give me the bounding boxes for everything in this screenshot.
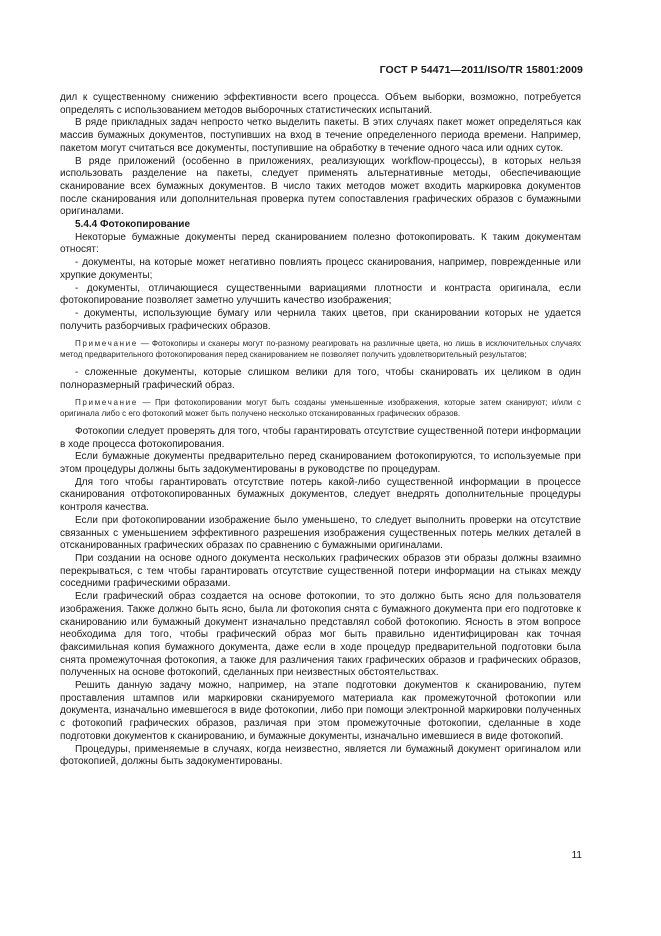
note-colors	[60, 339, 581, 361]
paragraph-unknown-origin: Процедуры, применяемые в случаях, когда неизвестно, является ли бумажный документ оригиналом или фотокопией, должны быть задокументированы.	[60, 743, 581, 768]
list-item: - документы, использующие бумагу или чернила таких цветов, при сканировании которых не удается получить разборчивых графических образов.	[60, 307, 581, 332]
paragraph-document-procedures: Если бумажные документы предварительно перед сканированием фотокопируются, то используемые при этом процедуры должны быть задокументированы в руководстве по процедурам.	[60, 451, 581, 476]
paragraph-continuation: дил к существенному снижению эффективности всего процесса. Объем выборки, возможно, потребуется определять с использованием методов выборочных статистических испытаний.	[60, 92, 581, 116]
note-text: — Фотокопиры и сканеры могут по-разному реагировать на различные цвета, но лишь в исключительных случаях метод предварительного фотокопирования перед сканированием не позволяет получить удовлетворительный результатов;	[60, 339, 582, 360]
paragraph-overlap: При создании на основе одного документа нескольких графических образов эти образы должны взаимно перекрываться, с тем чтобы гарантировать отсутствие существенной потери информации на стыках между соседними графическими образами.	[60, 552, 581, 590]
standard-code-header: ГОСТ Р 54471—2011/ISO/TR 15801:2009	[379, 64, 583, 76]
page-content	[60, 92, 581, 769]
note-label: Примечание	[75, 339, 138, 349]
list-item: - документы, на которые может негативно повлиять процесс сканирования, например, поврежденные или хрупкие документы;	[60, 257, 581, 281]
paragraph-reduced-resolution: Если при фотокопировании изображение было уменьшено, то следует выполнить проверки на отсутствие связанных с уменьшением эффективного разрешения изображения существенных потерь мелких деталей в отсканированных графических образах по сравнению с бумажными оригиналами.	[60, 514, 581, 552]
list-item: - сложенные документы, которые слишком велики для того, чтобы сканировать их целиком в один полноразмерный графический образ.	[60, 366, 581, 391]
page-number: 11	[571, 850, 582, 861]
paragraph-quality-control: Для того чтобы гарантировать отсутствие потерь какой-либо существенной информации в процессе сканирования отфотокопированных бумажных документов, следует внедрять дополнительные процедуры контроля качества.	[60, 476, 581, 514]
paragraph-photocopy-identification: Если графический образ создается на основе фотокопии, то это должно быть ясно для пользователя изображения. Также должно быть ясно, была ли фотокопия снята с бумажного документа при его подготовке к сканированию или бумажный документ изначально представлял собой фотокопию. Ясность в этом вопросе необходима для того, чтобы графический образ мог быть правильно идентифицирован как точная факсимильная копия бумажного документа, даже если в ходе процедур предварительной подготовки была снята промежуточная фотокопия, а также для различения таких графических образов и графических образов, полученных на основе фотокопий, сделанных при неизвестных обстоятельствах.	[60, 591, 581, 679]
note-text: — При фотокопировании могут быть созданы уменьшенные изображения, которые затем сканируют; и/или с оригинала либо с его фотокопий может быть получено несколько отсканированных графических образов.	[60, 398, 582, 419]
paragraph-workflow: В ряде приложений (особенно в приложениях, реализующих workflow-процессы), в которых нельзя использовать разделение на пакеты, следует применять альтернативные методы, обеспечивающие сканирование всех бумажных документов. В число таких методов может входить маркировка документов после сканирования или дополнительная проверка путем сопоставления графических образов с бумажными оригиналами.	[60, 155, 581, 218]
list-item: - документы, отличающиеся существенными вариациями плотности и контраста оригинала, если фотокопирование позволяет заметно улучшить качество изображения;	[60, 282, 581, 307]
note-label: Примечание	[75, 398, 138, 408]
paragraph-marking: Решить данную задачу можно, например, на этапе подготовки документов к сканированию, путем проставления штампов или маркировки сканируемого материала как промежуточной фотокопии или документа, изначально имевшегося в виде фотокопии, либо при помощи электронной маркировки полученных с фотокопий графических образов, различая при этом промежуточные фотокопии, сделанные в ходе подготовки документов к сканированию, и бумажные документы, изначально имевшиеся в виде фотокопий.	[60, 680, 581, 742]
paragraph-check-photocopies: Фотокопии следует проверять для того, чтобы гарантировать отсутствие существенной потери информации в ходе процесса фотокопирования.	[60, 425, 581, 450]
note-reduced-images	[60, 398, 581, 420]
paragraph-photocopy-intro: Некоторые бумажные документы перед сканированием полезно фотокопировать. К таким документам относят:	[60, 231, 581, 256]
paragraph-batches: В ряде прикладных задач непросто четко выделить пакеты. В этих случаях пакет может определяться как массив бумажных документов, поступивших на вход в течение определенного периода времени. Например, пакетом могут считаться все документы, поступившие на обработку в течение одного часа или одних суток.	[60, 117, 581, 154]
section-heading: 5.4.4 Фотокопирование	[75, 219, 190, 231]
